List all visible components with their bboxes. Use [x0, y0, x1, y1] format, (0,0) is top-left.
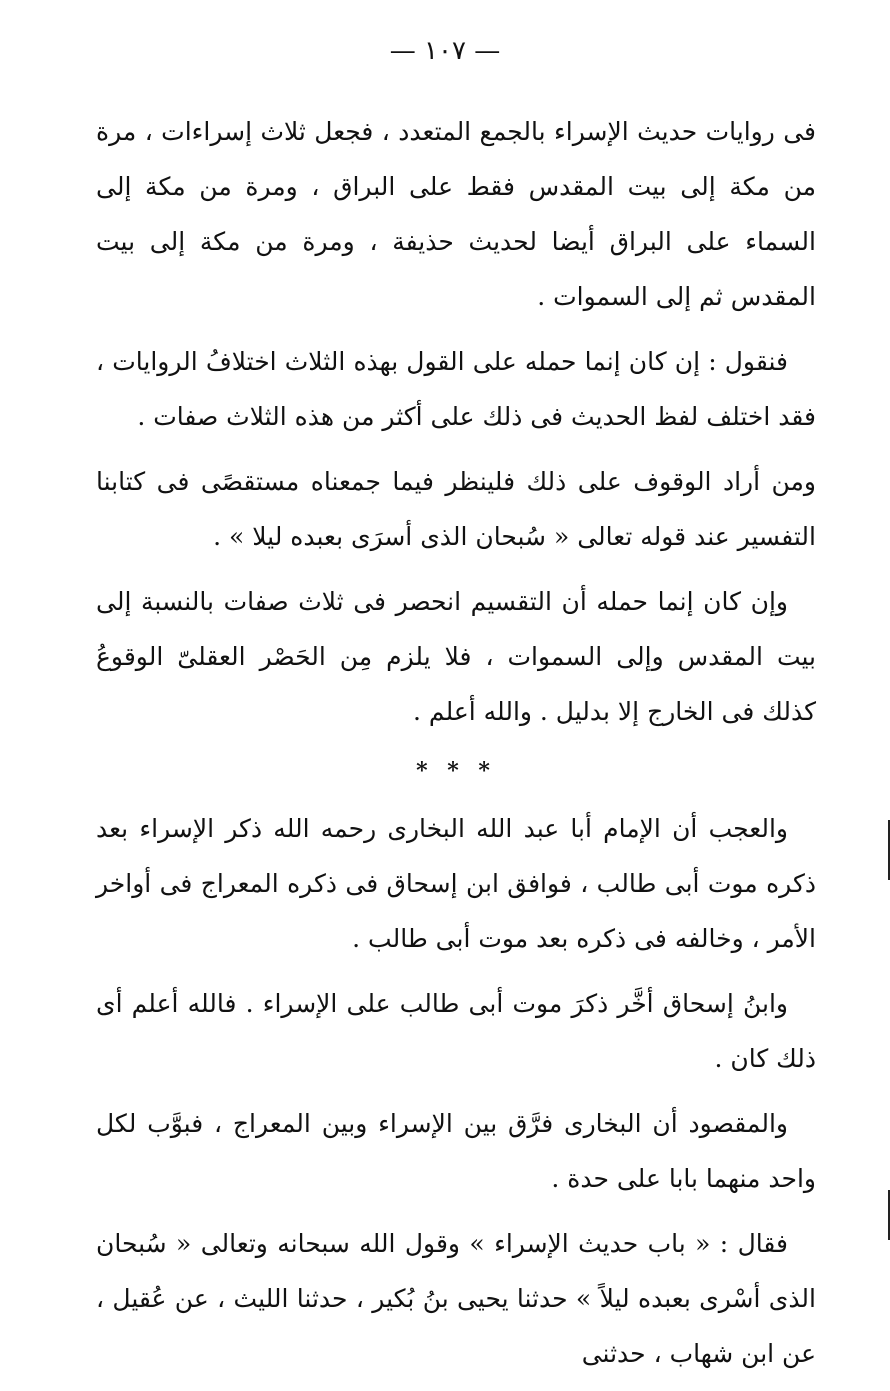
- paragraph-2: فنقول : إن كان إنما حمله على القول بهذه الثلاث اختلافُ الروايات ، فقد اختلف لفظ الحديث فى ذلك على أكثر من هذه الثلاث صفات .: [96, 347, 816, 431]
- paragraph-6: وابنُ إسحاق أخَّر ذكرَ موت أبى طالب على الإسراء . فالله أعلم أى ذلك كان .: [96, 989, 816, 1073]
- section-separator: * * *: [416, 758, 496, 784]
- page-body: [96, 104, 816, 1391]
- page-number: — ١٠٧ —: [389, 36, 501, 66]
- paragraph-4: وإن كان إنما حمله أن التقسيم انحصر فى ثلاث صفات بالنسبة إلى بيت المقدس وإلى السموات ، فلا يلزم مِن الحَصْر العقلىّ الوقوعُ كذلك فى الخارج إلا بدليل . والله أعلم .: [96, 587, 816, 726]
- paragraph-1: فى روايات حديث الإسراء بالجمع المتعدد ، فجعل ثلاث إسراءات ، مرة من مكة إلى بيت المقدس فقط على البراق ، ومرة من مكة إلى السماء على البراق أيضا لحديث حذيفة ، ومرة من مكة إلى بيت المقدس ثم إلى السموات .: [96, 117, 816, 311]
- paragraph-5: والعجب أن الإمام أبا عبد الله البخارى رحمه الله ذكر الإسراء بعد ذكره موت أبى طالب ، فوافق ابن إسحاق فى ذكره المعراج فى أواخر الأمر ، وخالفه فى ذكره بعد موت أبى طالب .: [96, 814, 816, 953]
- paragraph-8: فقال : « باب حديث الإسراء » وقول الله سبحانه وتعالى « سُبحان الذى أسْرى بعبده ليلاً » حدثنا يحيى بنُ بُكير ، حدثنا الليث ، عن عُقيل ، عن ابن شهاب ، حدثنى: [96, 1229, 816, 1368]
- paragraph-7: والمقصود أن البخارى فرَّق بين الإسراء وبين المعراج ، فبوَّب لكل واحد منهما بابا على حدة .: [96, 1109, 816, 1193]
- paragraph-3: ومن أراد الوقوف على ذلك فلينظر فيما جمعناه مستقصًى فى كتابنا التفسير عند قوله تعالى « سُبحان الذى أسرَى بعبده ليلا » .: [96, 467, 816, 551]
